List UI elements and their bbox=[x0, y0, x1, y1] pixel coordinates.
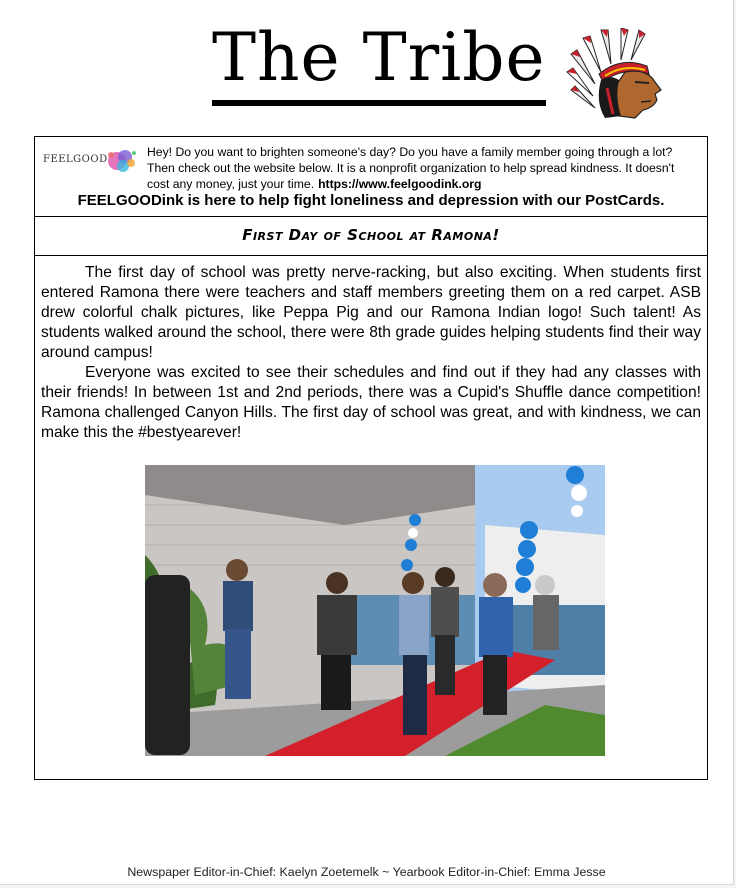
article-headline-box bbox=[34, 216, 708, 256]
article-paragraph: Everyone was excited to see their schedules and find out if they had any classes with their friends! In between 1st and 2nd periods, there was a Cupid's Shuffle dance competition! Ramona challenged Canyon Hills. The first day of school was great, and with kindness, we can make this the #bestyearever! bbox=[41, 364, 701, 441]
article-headline: First Day of School at Ramona! bbox=[242, 226, 500, 244]
first-day-photo bbox=[145, 465, 605, 756]
article-body-box bbox=[34, 255, 708, 780]
ad-message bbox=[147, 144, 695, 192]
chief-headdress-logo bbox=[565, 28, 669, 120]
article-body bbox=[41, 263, 701, 443]
masthead-title: The Tribe bbox=[212, 18, 546, 106]
feelgood-url-link[interactable]: https://www.feelgoodink.org bbox=[318, 177, 482, 191]
editor-credits-footer: Newspaper Editor-in-Chief: Kaelyn Zoetemelk ~ Yearbook Editor-in-Chief: Emma Jesse bbox=[127, 865, 606, 879]
feelgood-ad-box bbox=[34, 136, 708, 217]
ad-tagline: FEELGOODink is here to help fight loneliness and depression with our PostCards. bbox=[77, 192, 665, 209]
feelgood-logo bbox=[43, 145, 135, 177]
article-paragraph: The first day of school was pretty nerve-racking, but also exciting. When students first entered Ramona there were teachers and staff members greeting them on a red carpet. ASB drew colorful chalk pictures, like Peppa Pig and our Ramona Indian logo! Such talent! As students walked around the school, there were 8th grade guides helping students find their way around campus! bbox=[41, 264, 701, 361]
feelgood-logo-text: FEELGOOD bbox=[43, 154, 108, 165]
ad-message-text: Hey! Do you want to brighten someone's day? Do you have a family member going through a lot? Then check out the website below. It is a nonprofit organization to help spread kindness. It doesn't cost any money, just your time. bbox=[147, 145, 675, 191]
paint-splash-icon bbox=[101, 145, 141, 177]
